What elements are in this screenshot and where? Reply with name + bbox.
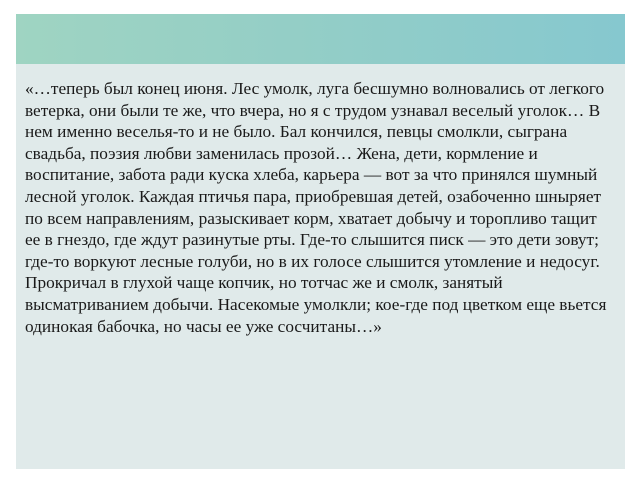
header-band <box>16 14 625 64</box>
quote-text: «…теперь был конец июня. Лес умолк, луга бесшумно волновались от легкого ветерка, они были те же, что вчера, но я с трудом узнавал веселый уголок… В нем именно веселья-то и не было. Бал кончился, певцы смолкли, сыграна свадьба, поэзия любви заменилась прозой… Жена, дети, кормление и воспитание, забота ради куска хлеба, карьера — вот за что принялся шумный лесной уголок. Каждая птичья пара, приобревшая детей, озабоченно шныряет по всем направлениям, разыскивает корм, хватает добычу и торопливо тащит ее в гнездо, где ждут разинутые рты. Где-то слышится писк — это дети зовут; где-то воркуют лесные голуби, но в их голосе слышится утомление и недосуг. Прокричал в глухой чаще копчик, но тотчас же и смолк, занятый высматриванием добычи. Насекомые умолкли; кое-где под цветком еще вьется одинокая бабочка, но часы ее уже сосчитаны…» <box>25 79 607 336</box>
slide <box>16 14 625 469</box>
